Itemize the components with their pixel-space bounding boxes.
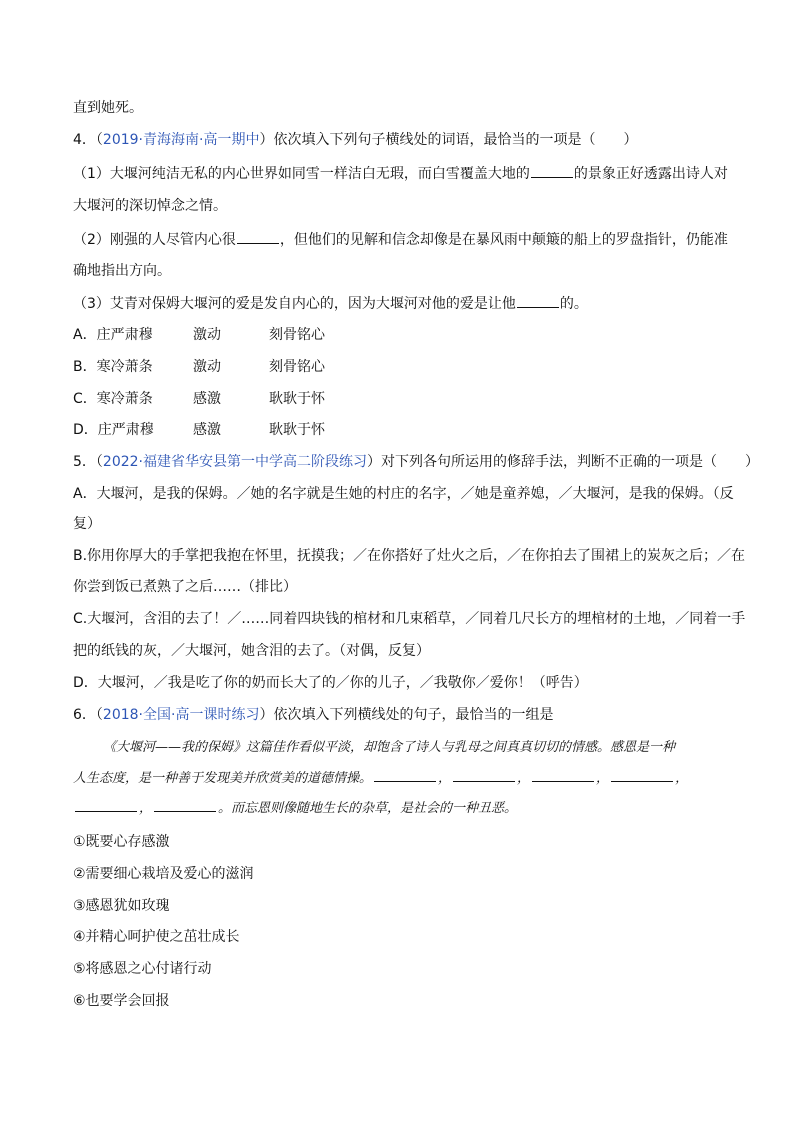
q4-stem: 依次填入下列句子横线处的词语，最恰当的一项是（ ） (273, 132, 638, 148)
q6-item-text: ③感恩犹如玫瑰 (73, 898, 170, 914)
q6-blank-2 (453, 769, 515, 782)
option-word-2: 激动 (193, 327, 221, 343)
q4-option-a[interactable] (73, 325, 754, 345)
q5-src-close: ） (367, 454, 381, 470)
q6-comma: ， (675, 771, 689, 786)
q5-option-d[interactable] (73, 673, 754, 693)
q6-stem: 依次填入下列横线处的句子，最恰当的一组是 (273, 707, 554, 723)
continued-text: 直到她死。 (73, 100, 143, 116)
q5-number: 5． (73, 454, 96, 470)
option-label: D． (73, 422, 98, 438)
option-label: B． (73, 359, 97, 375)
q4-s3-part-b: 的。 (559, 296, 588, 312)
q6-passage-text-3: 。而忘恩则像随地生长的杂草，是社会的一种丑恶。 (218, 801, 518, 816)
q5-src-open: （ (95, 454, 103, 470)
q4-s2-part-b: ，但他们的见解和信念却像是在暴风雨中颠簸的船上的罗盘指针，仍能准 (279, 232, 728, 248)
q6-passage-line-1 (73, 738, 713, 758)
continued-line (73, 98, 754, 118)
q4-header (73, 130, 754, 150)
q6-item-text: ④并精心呵护使之茁壮成长 (73, 929, 240, 945)
q5-option-a[interactable] (73, 484, 754, 504)
q4-number: 4． (73, 132, 96, 148)
q4-option-c[interactable] (73, 389, 754, 409)
q6-src-open: （ (95, 707, 103, 723)
q4-blank-1 (531, 163, 573, 178)
q6-item-text: ①既要心存感激 (73, 834, 170, 850)
q6-passage-text-2: 人生态度，是一种善于发现美并欣赏美的道德情操。 (73, 771, 373, 786)
q6-comma: ， (139, 801, 153, 816)
q5-option-a-line-2: 复） (73, 516, 101, 532)
q6-item-text: ⑥也要学会回报 (73, 993, 170, 1009)
q6-passage-text-1: 《大堰河——我的保姆》这篇佳作看似平淡，却饱含了诗人与乳母之间真真切切的情感。感恩是一种 (103, 740, 676, 755)
q4-s1-part-b: 的景象正好透露出诗人对 (573, 166, 728, 182)
option-word-1: 寒冷萧条 (96, 391, 153, 407)
q6-header (73, 705, 754, 725)
q4-blank-3 (517, 293, 559, 308)
option-word-3: 耿耿于怀 (269, 422, 325, 438)
option-word-3: 耿耿于怀 (269, 391, 325, 407)
option-word-2: 感激 (193, 391, 221, 407)
q4-sentence-1 (73, 163, 754, 184)
q4-sentence-2-cont (73, 261, 754, 281)
option-word-1: 寒冷萧条 (96, 359, 153, 375)
q4-sentence-2 (73, 229, 754, 250)
option-word-2: 感激 (193, 422, 221, 438)
q6-src-close: ） (259, 707, 274, 723)
q6-passage-line-3 (73, 799, 713, 819)
q4-option-d[interactable] (73, 420, 754, 440)
q4-src-close: ） (259, 132, 274, 148)
q5-option-a-line-1: A．大堰河，是我的保姆。／她的名字就是生她的村庄的名字，／她是童养媳，／大堰河，是我的保姆。（反 (73, 486, 734, 502)
q6-item-text: ②需要细心栽培及爱心的滋润 (73, 866, 254, 882)
q6-comma: ， (438, 771, 452, 786)
q4-s2-part-c: 确地指出方向。 (73, 263, 171, 279)
q6-blank-4 (611, 769, 673, 782)
q5-stem: 对下列各句所运用的修辞手法，判断不正确的一项是（ ） (381, 454, 759, 470)
q4-sentence-1-cont (73, 196, 754, 216)
option-word-3: 刻骨铭心 (269, 327, 325, 343)
q6-comma: ， (596, 771, 610, 786)
q5-option-b-cont (73, 577, 754, 597)
q6-blank-5 (75, 799, 137, 812)
q6-number: 6． (73, 707, 96, 723)
q4-s1-part-c: 大堰河的深切悼念之情。 (73, 198, 227, 214)
q5-option-b-line-1: B.你用你厚大的手掌把我抱在怀里，抚摸我；／在你搭好了灶火之后，／在你拍去了围裙上的炭灰之后；／在 (73, 548, 746, 564)
option-label: C． (73, 391, 97, 407)
q6-comma: ， (517, 771, 531, 786)
option-word-1: 庄严肃穆 (97, 422, 154, 438)
q6-blank-1 (374, 769, 436, 782)
option-word-1: 庄严肃穆 (96, 327, 153, 343)
q5-source-link[interactable]: 2022·福建省华安县第一中学高二阶段练习 (102, 454, 367, 470)
q5-option-c[interactable] (73, 609, 754, 629)
q6-item-text: ⑤将感恩之心付诸行动 (73, 961, 212, 977)
q5-option-c-cont (73, 641, 754, 661)
q4-s1-part-a: （1）大堰河纯洁无私的内心世界如同雪一样洁白无瑕，而白雪覆盖大地的 (73, 166, 530, 182)
q6-blank-6 (154, 799, 216, 812)
q6-source-link[interactable]: 2018·全国·高一课时练习 (102, 707, 260, 723)
option-label: A． (73, 327, 97, 343)
q5-option-c-line-2: 把的纸钱的灰，／大堰河，她含泪的去了。（对偶，反复） (73, 643, 430, 659)
q6-blank-3 (532, 769, 594, 782)
q5-option-b-line-2: 你尝到饭已煮熟了之后……（排比） (73, 579, 297, 595)
option-word-3: 刻骨铭心 (269, 359, 325, 375)
q4-s3-part-a: （3）艾青对保姆大堰河的爱是发自内心的，因为大堰河对他的爱是让他 (73, 296, 516, 312)
q4-src-open: （ (95, 132, 103, 148)
option-word-2: 激动 (193, 359, 221, 375)
q6-item (73, 896, 754, 916)
q4-blank-2 (237, 229, 279, 244)
q4-s2-part-a: （2）刚强的人尽管内心很 (73, 232, 236, 248)
q5-option-d-line-1: D．大堰河，／我是吃了你的奶而长大了的／你的儿子，／我敬你／爱你！（呼告） (73, 675, 588, 691)
q6-item (73, 864, 754, 884)
q6-passage-line-2 (73, 769, 713, 789)
q5-option-a-cont (73, 514, 754, 534)
q4-sentence-3 (73, 293, 754, 314)
q5-option-b[interactable] (73, 546, 754, 566)
q6-item (73, 991, 754, 1011)
q4-option-b[interactable] (73, 357, 754, 377)
q5-header (73, 452, 759, 472)
q5-option-c-line-1: C.大堰河，含泪的去了！／……同着四块钱的棺材和几束稻草，／同着几尺长方的埋棺材的土地，／同着一手 (73, 611, 746, 627)
q4-source-link[interactable]: 2019·青海海南·高一期中 (102, 132, 260, 148)
q6-item (73, 959, 754, 979)
q6-item (73, 832, 754, 852)
q6-item (73, 927, 754, 947)
